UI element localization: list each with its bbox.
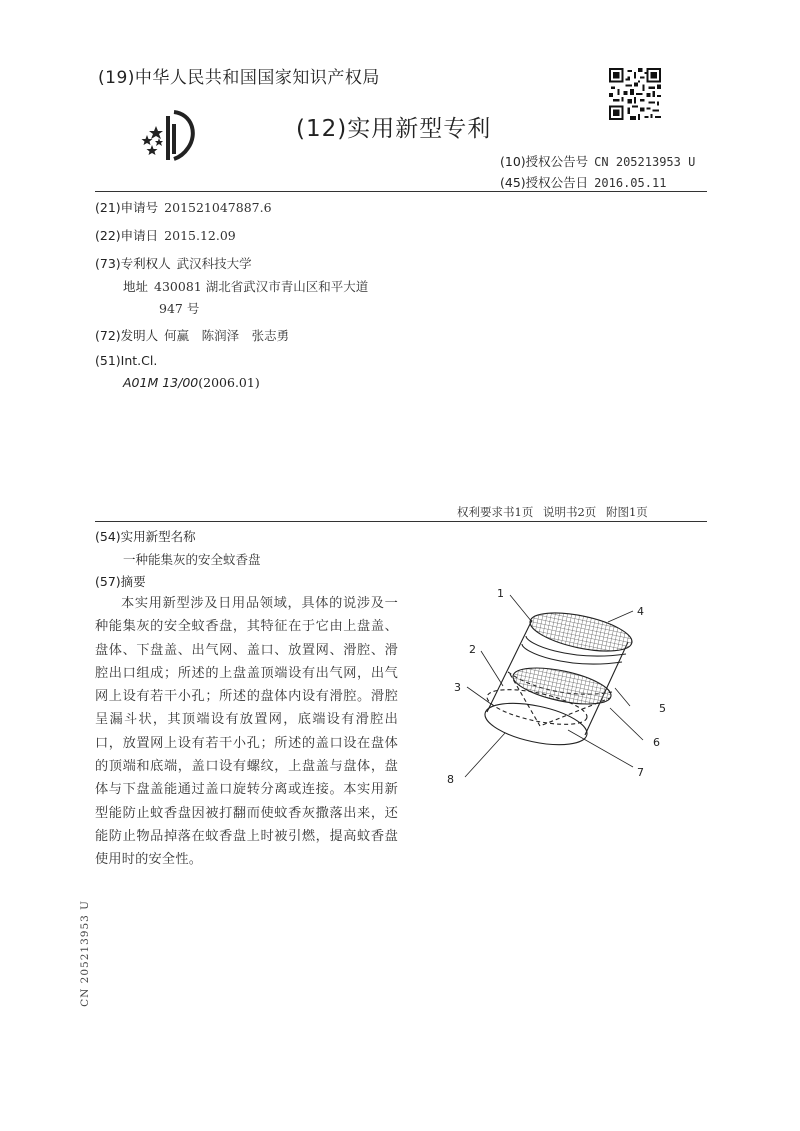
figure-label-6: 6 [653, 736, 660, 749]
figure-label-1: 1 [497, 587, 504, 600]
figure-label-5: 5 [659, 702, 666, 715]
qr-code [609, 68, 661, 120]
intcl-label: (51)Int.Cl. [95, 353, 158, 368]
publication-date: 2016.05.11 [594, 176, 667, 190]
inventors: 何赢 陈润泽 张志勇 [164, 328, 290, 343]
intcl-code-row [123, 375, 260, 390]
section-divider [95, 521, 707, 522]
inventor-label: (72)发明人 [95, 328, 159, 343]
star-icon [142, 126, 164, 155]
publication-number: CN 205213953 U [594, 155, 696, 169]
header-divider [95, 191, 707, 192]
abstract-drawing [440, 580, 680, 790]
patentee-row [95, 254, 252, 272]
publication-number-label: (10)授权公告号 [500, 154, 589, 169]
application-date-label: (22)申请日 [95, 228, 159, 243]
application-number-row [95, 198, 272, 216]
office-name: (19)中华人民共和国国家知识产权局 [98, 68, 380, 88]
utility-model-title: 一种能集灰的安全蚊香盘 [123, 552, 261, 567]
outlet-mesh [527, 606, 635, 659]
address-line-2: 947 号 [159, 301, 200, 316]
patentee-label: (73)专利权人 [95, 256, 171, 271]
application-number-label: (21)申请号 [95, 200, 159, 215]
figure-label-3: 3 [454, 681, 461, 694]
title-label: (54)实用新型名称 [95, 529, 196, 544]
figure-label-7: 7 [637, 766, 644, 779]
container-side-left [487, 620, 532, 712]
address-line-1: 430081 湖北省武汉市青山区和平大道 [154, 279, 369, 294]
publication-date-label: (45)授权公告日 [500, 175, 589, 190]
address-row [123, 277, 368, 295]
inventor-row [95, 326, 289, 344]
address-line-2-row [159, 299, 199, 317]
publication-date-row [500, 173, 666, 191]
emblem-icon [168, 112, 193, 160]
intcl-year: (2006.01) [198, 375, 260, 390]
intcl-row [95, 353, 157, 368]
application-date: 2015.12.09 [164, 228, 236, 243]
side-publication-code: CN 205213953 U [79, 900, 91, 1007]
sipo-logo [134, 104, 206, 166]
figure-label-8: 8 [447, 773, 454, 786]
application-number: 201521047887.6 [164, 200, 272, 215]
page-count-info: 权利要求书1页 说明书2页 附图1页 [457, 505, 648, 519]
publication-number-row [500, 152, 695, 170]
abstract-label: (57)摘要 [95, 574, 146, 589]
figure-label-4: 4 [637, 605, 644, 618]
intcl-code: A01M 13/00 [123, 375, 199, 390]
application-date-row [95, 226, 236, 244]
figure-label-2: 2 [469, 643, 476, 656]
address-label: 地址 [123, 279, 149, 294]
patentee: 武汉科技大学 [176, 256, 252, 271]
abstract-text: 本实用新型涉及日用品领域，具体的说涉及一种能集灰的安全蚊香盘，其特征在于它由上盘盖、盘体、下盘盖、出气网、盖口、放置网、滑腔、滑腔出口组成；所述的上盘盖顶端设有出气网，出气网上设有若干小孔；所述的盘体内设有滑腔。滑腔呈漏斗状，其顶端设有放置网，底端设有滑腔出口，放置网上设有若干小孔；所述的盖口设在盘体的顶端和底端，盖口设有螺纹，上盘盖与盘体，盘体与下盘盖能通过盖口旋转分离或连接。本实用新型能防止蚊香盘因被打翻而使蚊香灰撒落出来，还能防止物品掉落在蚊香盘上时被引燃，提高蚊香盘使用时的安全性。 [95, 596, 398, 868]
document-type: (12)实用新型专利 [296, 116, 492, 142]
